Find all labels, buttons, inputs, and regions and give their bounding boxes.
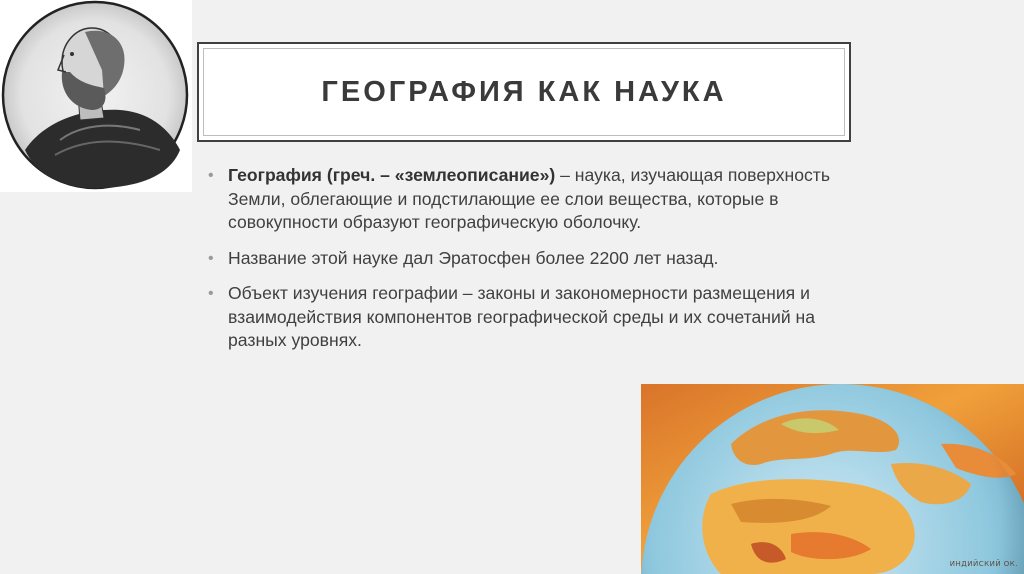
bullet-item (208, 164, 848, 235)
bullet-dot: • (208, 285, 214, 302)
bullet-item (208, 247, 848, 271)
bullet-item (208, 282, 848, 353)
bullet-dot: • (208, 167, 214, 184)
eratosthenes-portrait (0, 0, 192, 192)
bullet-text: – наука, изучающая поверхность Земли, облегающие и подстилающие ее слои вещества, которые в совокупности образуют географическую оболочку. (228, 165, 831, 232)
bullet-list (208, 164, 848, 365)
globe-caption: ИНДИЙСКИЙ ОК. (949, 560, 1018, 568)
title-box (197, 42, 851, 142)
bullet-text: Объект изучения географии – законы и закономерности размещения и взаимодействия компонентов географической среды и их сочетаний на разных уровнях. (228, 283, 816, 350)
globe-image (641, 384, 1024, 574)
title-inner-frame (203, 48, 845, 136)
bullet-dot: • (208, 249, 214, 267)
bullet-bold-term: География (греч. – «землеописание») (228, 165, 556, 185)
slide-title: ГЕОГРАФИЯ КАК НАУКА (321, 75, 727, 108)
bullet-text: Название этой науке дал Эратосфен более 2200 лет назад. (228, 247, 719, 268)
